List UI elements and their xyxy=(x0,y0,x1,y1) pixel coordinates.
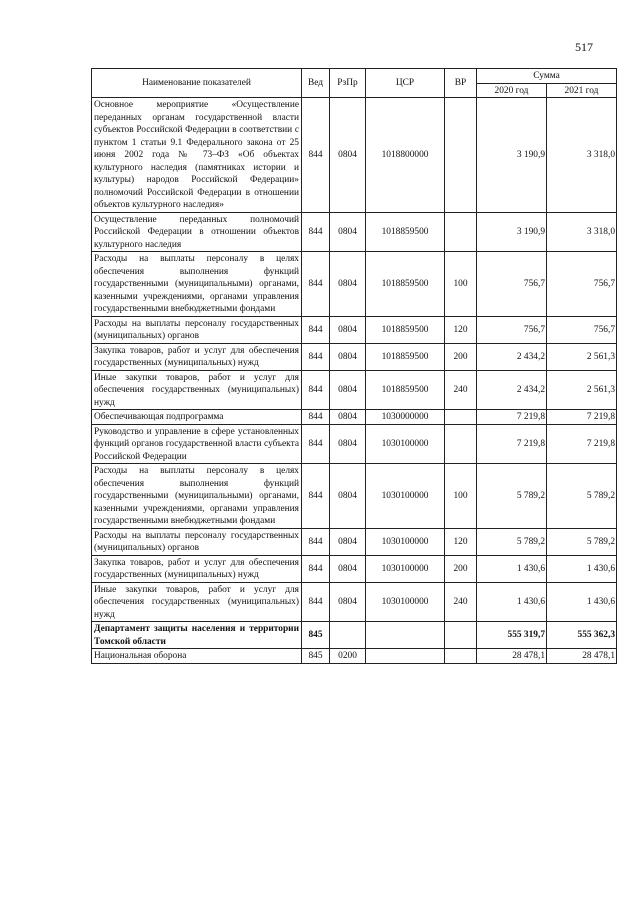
cell-ved: 844 xyxy=(302,528,330,555)
cell-vr: 200 xyxy=(445,343,477,370)
table-row xyxy=(92,464,617,529)
cell-name: Осуществление переданных полномочий Российской Федерации в отношении объектов культурного наследия xyxy=(92,212,302,252)
cell-csr: 1030100000 xyxy=(366,555,445,582)
cell-2020: 28 478,1 xyxy=(477,649,547,664)
col-header-ved: Вед xyxy=(302,69,330,98)
cell-ved: 845 xyxy=(302,649,330,664)
cell-name: Обеспечивающая подпрограмма xyxy=(92,410,302,425)
header-row xyxy=(92,69,617,84)
table-row xyxy=(92,316,617,343)
page-number: 517 xyxy=(575,40,593,54)
cell-csr: 1030000000 xyxy=(366,410,445,425)
table-row xyxy=(92,555,617,582)
cell-csr: 1018859500 xyxy=(366,212,445,252)
cell-vr xyxy=(445,424,477,464)
cell-csr: 1030100000 xyxy=(366,424,445,464)
col-header-2020: 2020 год xyxy=(477,83,547,98)
cell-rzpr: 0804 xyxy=(330,582,366,622)
cell-2020: 3 190,9 xyxy=(477,98,547,213)
cell-csr: 1018800000 xyxy=(366,98,445,213)
cell-rzpr: 0804 xyxy=(330,528,366,555)
cell-csr: 1030100000 xyxy=(366,528,445,555)
cell-vr: 100 xyxy=(445,464,477,529)
cell-ved: 844 xyxy=(302,410,330,425)
cell-2020: 555 319,7 xyxy=(477,622,547,649)
cell-2021: 756,7 xyxy=(547,316,617,343)
table-row xyxy=(92,343,617,370)
table-row xyxy=(92,649,617,664)
table-row xyxy=(92,622,617,649)
col-header-rzpr: РзПр xyxy=(330,69,366,98)
cell-2020: 3 190,9 xyxy=(477,212,547,252)
cell-rzpr: 0804 xyxy=(330,464,366,529)
cell-2020: 7 219,8 xyxy=(477,424,547,464)
cell-ved: 844 xyxy=(302,555,330,582)
cell-vr xyxy=(445,649,477,664)
cell-2021: 3 318,0 xyxy=(547,212,617,252)
cell-name: Национальная оборона xyxy=(92,649,302,664)
cell-rzpr: 0804 xyxy=(330,370,366,410)
cell-ved: 845 xyxy=(302,622,330,649)
cell-2020: 1 430,6 xyxy=(477,582,547,622)
cell-2020: 756,7 xyxy=(477,316,547,343)
cell-name: Расходы на выплаты персоналу государственных (муниципальных) органов xyxy=(92,528,302,555)
col-header-2021: 2021 год xyxy=(547,83,617,98)
cell-csr: 1018859500 xyxy=(366,370,445,410)
col-header-name: Наименование показателей xyxy=(92,69,302,98)
cell-name: Расходы на выплаты персоналу в целях обеспечения выполнения функций государственными (муниципальными) органами, казенными учреждениями, органами управления государственными внебюджетными фондами xyxy=(92,464,302,529)
cell-vr: 200 xyxy=(445,555,477,582)
cell-csr xyxy=(366,622,445,649)
cell-2021: 2 561,3 xyxy=(547,343,617,370)
cell-2020: 5 789,2 xyxy=(477,464,547,529)
cell-rzpr: 0804 xyxy=(330,98,366,213)
cell-ved: 844 xyxy=(302,212,330,252)
cell-rzpr: 0804 xyxy=(330,410,366,425)
cell-2020: 2 434,2 xyxy=(477,343,547,370)
cell-ved: 844 xyxy=(302,252,330,317)
cell-2020: 1 430,6 xyxy=(477,555,547,582)
cell-name: Иные закупки товаров, работ и услуг для обеспечения государственных (муниципальных) нужд xyxy=(92,582,302,622)
cell-name: Закупка товаров, работ и услуг для обеспечения государственных (муниципальных) нужд xyxy=(92,555,302,582)
table-row xyxy=(92,424,617,464)
table-row xyxy=(92,582,617,622)
cell-csr: 1018859500 xyxy=(366,252,445,317)
cell-csr: 1030100000 xyxy=(366,582,445,622)
cell-2021: 3 318,0 xyxy=(547,98,617,213)
cell-rzpr: 0200 xyxy=(330,649,366,664)
cell-2021: 28 478,1 xyxy=(547,649,617,664)
cell-vr xyxy=(445,622,477,649)
cell-name: Основное мероприятие «Осуществление переданных органам государственной власти субъектов Российской Федерации в соответствии с пунктом 1 статьи 9.1 Федерального закона от 25 июня 2002 года № 73–ФЗ «Об объектах культурного наследия (памятниках истории и культуры) народов Российской Федерации» полномочий Российской Федерации в отношении объектов культурного наследия» xyxy=(92,98,302,213)
col-header-csr: ЦСР xyxy=(366,69,445,98)
cell-rzpr: 0804 xyxy=(330,252,366,317)
cell-2021: 7 219,8 xyxy=(547,424,617,464)
cell-name: Департамент защиты населения и территории Томской области xyxy=(92,622,302,649)
cell-vr: 120 xyxy=(445,316,477,343)
cell-vr xyxy=(445,410,477,425)
cell-vr xyxy=(445,212,477,252)
cell-ved: 844 xyxy=(302,370,330,410)
col-header-vr: ВР xyxy=(445,69,477,98)
cell-rzpr: 0804 xyxy=(330,555,366,582)
cell-rzpr: 0804 xyxy=(330,343,366,370)
table-row xyxy=(92,370,617,410)
table-body xyxy=(92,98,617,664)
col-header-sum: Сумма xyxy=(477,69,617,84)
cell-csr: 1030100000 xyxy=(366,464,445,529)
cell-vr: 240 xyxy=(445,370,477,410)
cell-2021: 756,7 xyxy=(547,252,617,317)
cell-2021: 7 219,8 xyxy=(547,410,617,425)
cell-vr: 100 xyxy=(445,252,477,317)
cell-rzpr xyxy=(330,622,366,649)
cell-rzpr: 0804 xyxy=(330,424,366,464)
table-row xyxy=(92,212,617,252)
table-row xyxy=(92,98,617,213)
cell-csr: 1018859500 xyxy=(366,343,445,370)
cell-2020: 7 219,8 xyxy=(477,410,547,425)
cell-2020: 5 789,2 xyxy=(477,528,547,555)
cell-2021: 5 789,2 xyxy=(547,464,617,529)
table-row xyxy=(92,528,617,555)
cell-rzpr: 0804 xyxy=(330,212,366,252)
cell-ved: 844 xyxy=(302,98,330,213)
cell-rzpr: 0804 xyxy=(330,316,366,343)
table-row xyxy=(92,252,617,317)
cell-csr xyxy=(366,649,445,664)
cell-vr xyxy=(445,98,477,213)
table-row xyxy=(92,410,617,425)
cell-name: Закупка товаров, работ и услуг для обеспечения государственных (муниципальных) нужд xyxy=(92,343,302,370)
cell-2020: 2 434,2 xyxy=(477,370,547,410)
cell-ved: 844 xyxy=(302,316,330,343)
cell-vr: 240 xyxy=(445,582,477,622)
cell-2020: 756,7 xyxy=(477,252,547,317)
cell-2021: 1 430,6 xyxy=(547,555,617,582)
cell-ved: 844 xyxy=(302,582,330,622)
cell-name: Руководство и управление в сфере установленных функций органов государственной власти субъекта Российской Федерации xyxy=(92,424,302,464)
cell-2021: 2 561,3 xyxy=(547,370,617,410)
cell-name: Расходы на выплаты персоналу государственных (муниципальных) органов xyxy=(92,316,302,343)
cell-2021: 1 430,6 xyxy=(547,582,617,622)
budget-table xyxy=(91,68,617,664)
cell-name: Расходы на выплаты персоналу в целях обеспечения выполнения функций государственными (муниципальными) органами, казенными учреждениями, органами управления государственными внебюджетными фондами xyxy=(92,252,302,317)
cell-ved: 844 xyxy=(302,343,330,370)
cell-2021: 5 789,2 xyxy=(547,528,617,555)
cell-csr: 1018859500 xyxy=(366,316,445,343)
cell-vr: 120 xyxy=(445,528,477,555)
cell-ved: 844 xyxy=(302,464,330,529)
cell-name: Иные закупки товаров, работ и услуг для обеспечения государственных (муниципальных) нужд xyxy=(92,370,302,410)
cell-ved: 844 xyxy=(302,424,330,464)
cell-2021: 555 362,3 xyxy=(547,622,617,649)
